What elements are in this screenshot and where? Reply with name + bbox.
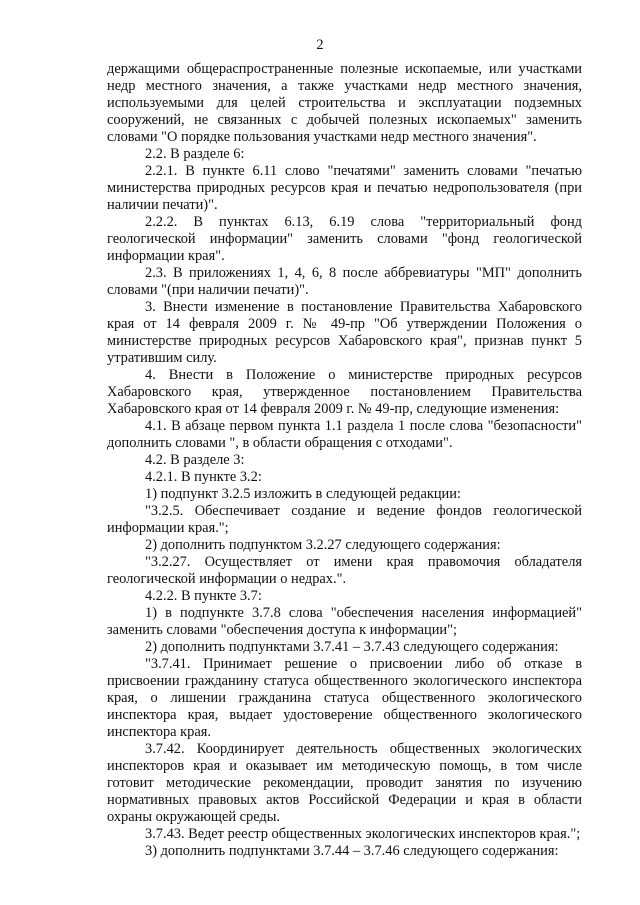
paragraph: "3.7.41. Принимает решение о присвоении либо об отказе в присвоении гражданину статуса общественного экологического инспектора края, о лишении гражданина статуса общественного экологического инспектора края, выдает удостоверение общественного экологического инспектора края.: [107, 656, 582, 740]
paragraph: 1) в подпункте 3.7.8 слова "обеспечения населения информацией" заменить словами "обеспечения доступа к информации";: [107, 605, 582, 638]
paragraph: 3.7.42. Координирует деятельность общественных экологических инспекторов края и оказывает им методическую помощь, в том числе готовит методические рекомендации, проводит занятия по изучению нормативных правовых актов Российской Федерации и края в области охраны окружающей среды.: [107, 741, 582, 825]
paragraph: 2.2. В разделе 6:: [145, 146, 245, 162]
paragraph: 3. Внести изменение в постановление Правительства Хабаровского края от 14 февраля 2009 г. № 49-пр "Об утверждении Положения о министерстве природных ресурсов Хабаровского края", признав пункт 5 утратившим силу.: [107, 299, 582, 366]
page-number: 2: [316, 37, 324, 53]
paragraph: 2.2.1. В пункте 6.11 слово "печатями" заменить словами "печатью министерства природных ресурсов края и печатью недропользователя (при наличии печати)".: [107, 163, 582, 213]
paragraph: 4.1. В абзаце первом пункта 1.1 раздела 1 после слова "безопасности" дополнить словами ", в области обращения с отходами".: [107, 418, 582, 451]
paragraph: 4.2.1. В пункте 3.2:: [145, 469, 262, 485]
paragraph: "3.2.27. Осуществляет от имени края правомочия обладателя геологической информации о недрах.".: [107, 554, 582, 587]
paragraph: 1) подпункт 3.2.5 изложить в следующей редакции:: [145, 486, 461, 502]
paragraph: 4.2.2. В пункте 3.7:: [145, 588, 262, 604]
paragraph: 4. Внести в Положение о министерстве природных ресурсов Хабаровского края, утвержденное постановлением Правительства Хабаровского края от 14 февраля 2009 г. № 49-пр, следующие изменения:: [107, 367, 582, 417]
paragraph: держащими общераспространенные полезные ископаемые, или участками недр местного значения, а также участками недр местного значения, используемыми для целей строительства и эксплуатации подземных сооружений, не связанных с добычей полезных ископаемых" заменить словами "О порядке пользования участками недр местного значения".: [107, 61, 582, 145]
paragraph: 2.3. В приложениях 1, 4, 6, 8 после аббревиатуры "МП" дополнить словами "(при наличии печати)".: [107, 265, 582, 298]
paragraph: 2.2.2. В пунктах 6.13, 6.19 слова "территориальный фонд геологической информации" заменить словами "фонд геологической информации края".: [107, 214, 582, 264]
document-body: [107, 61, 582, 860]
paragraph: 3) дополнить подпунктами 3.7.44 – 3.7.46 следующего содержания:: [145, 843, 559, 859]
paragraph: 2) дополнить подпунктом 3.2.27 следующего содержания:: [145, 537, 501, 553]
paragraph: 4.2. В разделе 3:: [145, 452, 245, 468]
paragraph: 3.7.43. Ведет реестр общественных экологических инспекторов края.";: [145, 826, 581, 842]
paragraph: "3.2.5. Обеспечивает создание и ведение фондов геологической информации края.";: [107, 503, 582, 536]
paragraph: 2) дополнить подпунктами 3.7.41 – 3.7.43 следующего содержания:: [145, 639, 559, 655]
